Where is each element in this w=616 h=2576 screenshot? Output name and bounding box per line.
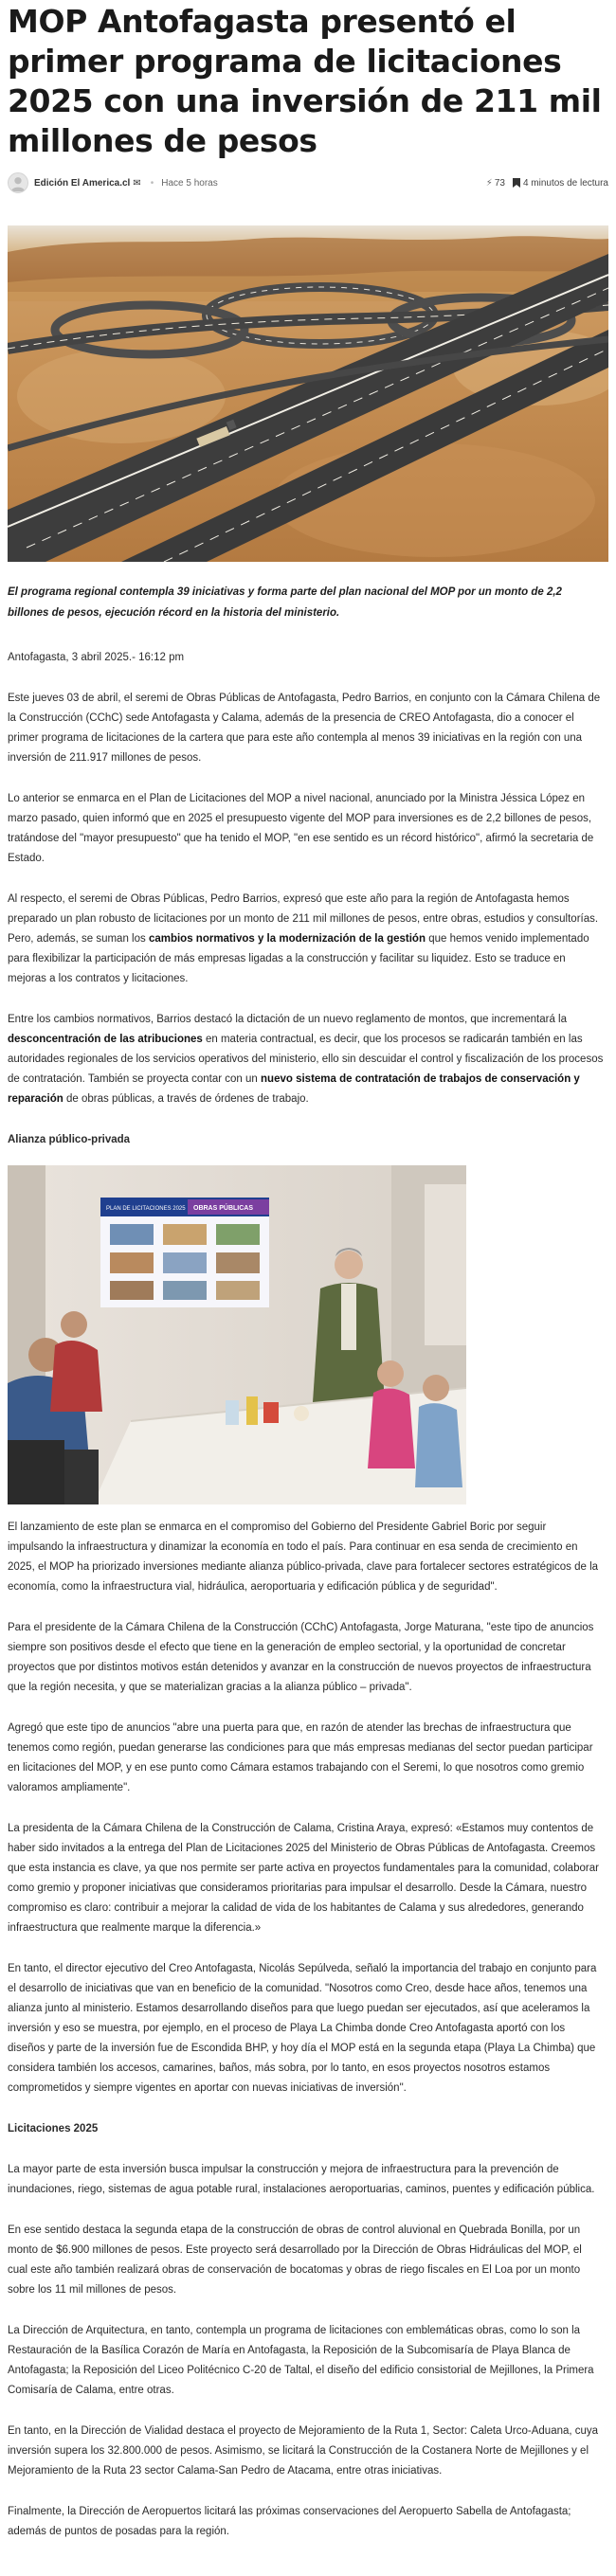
paragraph-7: Agregó que este tipo de anuncios "abre una puerta para que, en razón de atender las brechas de infraestructura que tenemos como región, puedan generarse las condiciones para que más empresas medianas del sector puedan participar en licitaciones del MOP, y en ese punto como Cámara estamos trabajando con el Seremi, lo que nosotros como gremio valoramos ampliamente".	[8, 1722, 593, 1793]
meeting-photo	[8, 1165, 466, 1504]
paragraph-14: Finalmente, la Dirección de Aeropuertos licitará las próximas conservaciones del Aeropuerto Sabella de Antofagasta; además de puntos de posadas para la región.	[8, 2506, 571, 2537]
article-stats	[486, 178, 608, 189]
published-time: Hace 5 horas	[161, 177, 218, 189]
paragraph-8: La presidenta de la Cámara Chilena de la Construcción de Calama, Cristina Araya, expresó: «Estamos muy contentos de haber sido invitados a la entrega del Plan de Licitaciones 2025 del Ministerio de Obras Públicas de Antofagasta. Creemos que esta instancia es clave, ya que nos permite ser parte activa en proyectos fundamentales para la comunidad, colaborar como gremio y proponer iniciativas que consideramos prioritarias para impulsar el desarrollo. Desde la Cámara, nuestro compromiso es claro: contribuir a mejorar la calidad de vida de los habitantes de Calama y sus alrededores, generando infraestructura que realmente marque la diferencia.»	[8, 1823, 599, 1934]
bolt-icon: ⚡	[485, 177, 493, 189]
meta-separator: •	[150, 177, 154, 189]
paragraph-2: Lo anterior se enmarca en el Plan de Licitaciones del MOP a nivel nacional, anunciado por la Ministra Jéssica López en marzo pasado, quien informó que en 2025 el presupuesto vigente del MOP para inversiones es de 2,2 billones de pesos, tratándose del "mayor presupuesto" que ha tenido el MOP, "en ese sentido es un récord histórico", afirmó la secretaria de Estado.	[8, 793, 594, 864]
paragraph-3-highlight: cambios normativos y la modernización de la gestión	[148, 933, 426, 945]
paragraph-4-highlight-2: nuevo sistema de contratación de trabajos de conservación y reparación	[8, 1073, 580, 1105]
user-avatar-icon	[9, 172, 27, 193]
paragraph-1: Este jueves 03 de abril, el seremi de Obras Públicas de Antofagasta, Pedro Barrios, en conjunto con la Cámara Chilena de la Construcción (CChC) sede Antofagasta y Calama, además de la presencia de CREO Antofagasta, dio a conocer el primer programa de licitaciones de la cartera que para este año contempla al menos 39 iniciativas en la región con una inversión de 211.917 millones de pesos.	[8, 693, 601, 764]
paragraph-3	[8, 890, 605, 989]
paragraph-5: El lanzamiento de este plan se enmarca en el compromiso del Gobierno del Presidente Gabriel Boric por seguir impulsando la infraestructura y dinamizar la economía en todo el país. Para continuar en esa senda de crecimiento en 2025, el MOP ha priorizado inversiones mediante alianza público-privada, clave para fortalecer sectores estratégicos de la economía, como la infraestructura vial, hidráulica, aeroportuaria y edificación pública y de seguridad".	[8, 1522, 599, 1593]
meeting-room-illustration	[8, 1165, 466, 1504]
paragraph-4	[8, 1010, 605, 1109]
reading-time: 4 minutos de lectura	[522, 177, 608, 189]
article-lead: El programa regional contempla 39 iniciativas y forma parte del plan nacional del MOP por un monto de 2,2 billones de pesos, ejecución récord en la historia del ministerio.	[8, 586, 562, 619]
paragraph-4-text-a: Entre los cambios normativos, Barrios destacó la dictación de un nuevo reglamento de montos, que incrementará la	[8, 1014, 568, 1025]
paragraph-13: En tanto, en la Dirección de Vialidad destaca el proyecto de Mejoramiento de la Ruta 1, Sector: Caleta Urco-Aduana, cuya inversión supera los 32.800.000 de pesos. Asimismo, se licitará la Construcción de la Costanera Norte de Mejillones y el Mejoramiento de la Ruta 23 sector Calama-San Pedro de Atacama, entre otras iniciativas.	[8, 2425, 599, 2477]
dateline: Antofagasta, 3 abril 2025.- 16:12 pm	[8, 652, 185, 663]
highway-interchange-illustration	[8, 225, 608, 562]
bookmark-icon	[513, 178, 520, 188]
author-avatar[interactable]	[8, 172, 28, 193]
envelope-icon: ✉	[133, 177, 141, 189]
paragraph-4-highlight-1: desconcentración de las atribuciones	[8, 1034, 203, 1045]
paragraph-4-text-c: en materia contractual, es decir, que los procesos se radicarán también en las autoridades regionales de los servicios operativos del ministerio, ello sin descuidar el control y fiscalización de los procesos de contratación. También se proyecta contar con un	[8, 1034, 604, 1085]
subheading-alianza: Alianza público-privada	[8, 1134, 131, 1145]
views-count: 73	[494, 177, 505, 189]
slide-header: PLAN DE LICITACIONES 2025	[106, 1206, 186, 1212]
paragraph-11: En ese sentido destaca la segunda etapa de la construcción de obras de control aluvional en Quebrada Bonilla, por un monto de $6.900 millones de pesos. Este proyecto será desarrollado por la Dirección de Obras Hidráulicas del MOP, el cual este año también realizará obras de conservación de bocatomas y obras de riego fiscales en El Loa por un monto sobre los 11 mil millones de pesos.	[8, 2225, 582, 2296]
hero-image	[8, 225, 608, 562]
paragraph-6: Para el presidente de la Cámara Chilena de la Construcción (CChC) Antofagasta, Jorge Maturana, "este tipo de anuncios siempre son positivos desde el efecto que tiene en la generación de empleo sectorial, y la oportunidad de concretar proyectos que por distintos motivos están detenidos y avanzar en la construcción de nuevos proyectos de infraestructura que la región necesita, y que se materializan gracias a la alianza público – privada".	[8, 1622, 594, 1693]
paragraph-12: La Dirección de Arquitectura, en tanto, contempla un programa de licitaciones con emblemáticas obras, como lo son la Restauración de la Basílica Corazón de María en Antofagasta, la Reposición de la Subcomisaría de Playa Blanca de Antofagasta; la Reposición del Liceo Politécnico C-20 de Taltal, el diseño del edificio consistorial de Mejillones, la Primera Comisaría de Calama, entre otras.	[8, 2325, 594, 2396]
slide-title: OBRAS PÚBLICAS	[193, 1205, 254, 1212]
paragraph-9: En tanto, el director ejecutivo del Creo Antofagasta, Nicolás Sepúlveda, señaló la importancia del trabajo en conjunto para el desarrollo de iniciativas que van en beneficio de la comunidad. "Nosotros como Creo, desde hace años, tenemos una alianza junto al ministerio. Estamos desarrollando diseños para que luego puedan ser ejecutados, así que aceleramos la inversión y eso se muestra, por ejemplo, en el proceso de Playa La Chimba donde Creo Antofagasta aportó con los diseños y parte de la inversión fue de Escondida BHP, y hoy día el MOP está en la segunda etapa (Playa La Chimba) que considera también los accesos, camarines, baños, más sobra, por lo tanto, en esos proyectos nosotros estamos comprometidos y siempre vigentes en aportar con nuevas iniciativas de inversión".	[8, 1963, 597, 2094]
article-meta	[8, 171, 608, 195]
paragraph-3-text-a: Al respecto, el seremi de Obras Públicas, Pedro Barrios, expresó que este año para la región de Antofagasta hemos preparado un plan robusto de licitaciones por un monto de 211 mil millones de pesos, entre obras, estudios y consultorías. Pero, además, se suman los	[8, 893, 599, 945]
paragraph-3-text-c: que hemos venido implementado para flexibilizar la participación de más empresas ligadas a la construcción y facilitar su liquidez. Esto se traduce en mejoras a los contratos y licitaciones.	[8, 933, 589, 984]
article-title: MOP Antofagasta presentó el primer programa de licitaciones 2025 con una inversión de 211 mil millones de pesos	[8, 3, 602, 159]
paragraph-4-text-e: de obras públicas, a través de órdenes de trabajo.	[63, 1093, 309, 1105]
author-name[interactable]: Edición El America.cl	[34, 177, 131, 189]
paragraph-10: La mayor parte de esta inversión busca impulsar la construcción y mejora de infraestructura para la prevención de inundaciones, riego, sistemas de agua potable rural, instalaciones aeroportuarias, caminos, puentes y edificación pública.	[8, 2164, 595, 2195]
subheading-licitaciones: Licitaciones 2025	[8, 2123, 99, 2135]
